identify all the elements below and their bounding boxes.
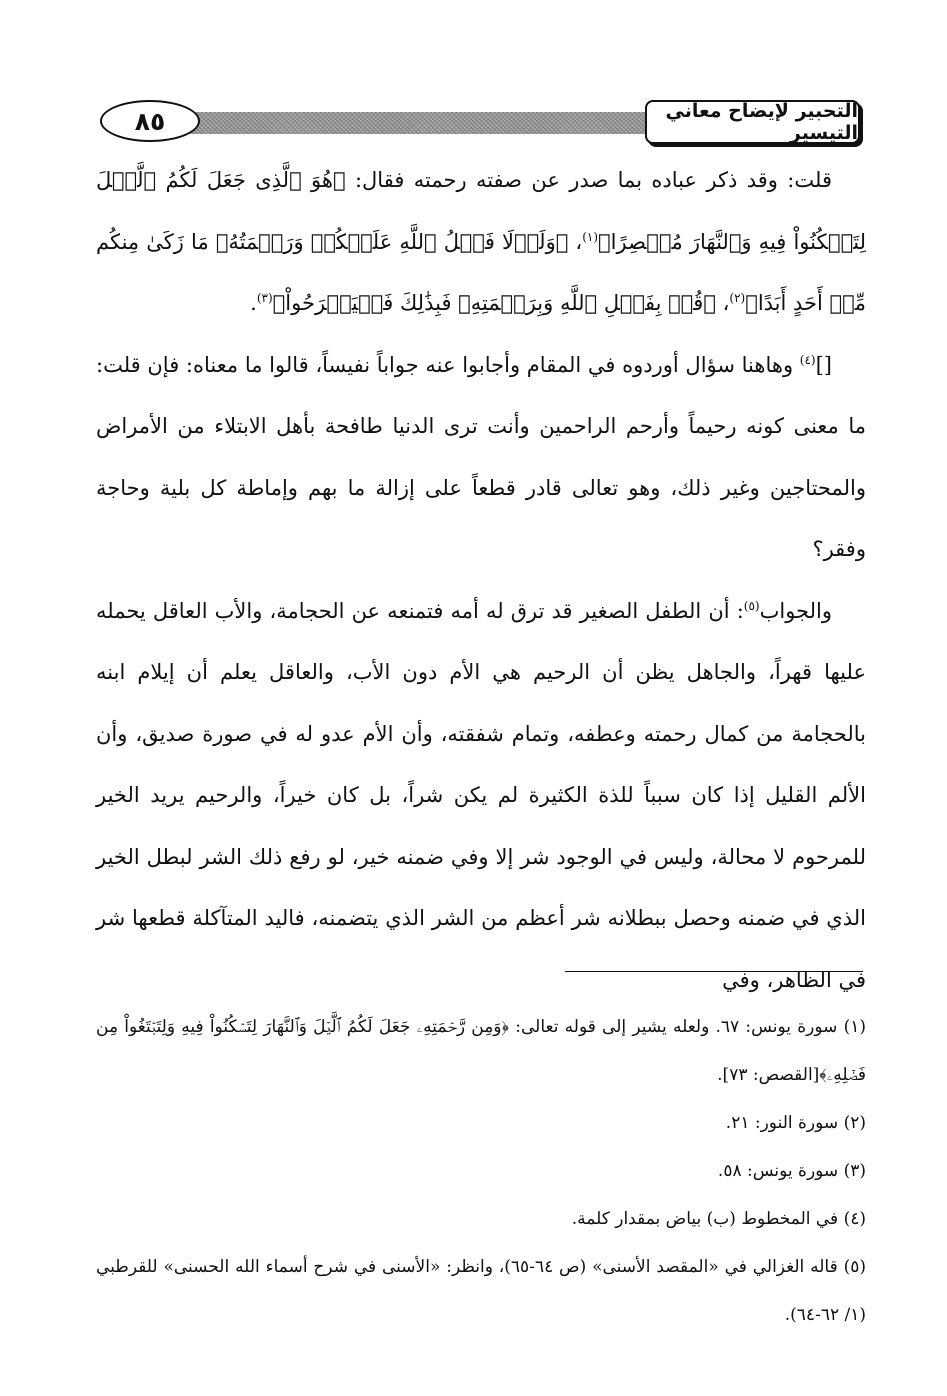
footnote-separator [565,971,863,972]
footnotes [96,1003,866,1339]
main-text [96,150,866,1011]
paragraph-1 [96,150,866,335]
paragraph-2-text: وهاهنا سؤال أوردوه في المقام وأجابوا عنه جواباً نفيساً، قالوا ما معناه: فإن قلت: ما معنى كونه رحيماً وأرحم الراحمين وأنت ترى الدنيا طافحة بأهل الابتلاء من الأمراض والمحتاجين وغير ذلك، وهو تعالى قادر قطعاً على إزالة ما بهم وإماطة كل بلية وحاجة وفقر؟ [96,352,866,561]
footnote-1: (١) سورة يونس: ٦٧. ولعله يشير إلى قوله تعالى: ﴿وَمِن رَّحۡمَتِهِۦ جَعَلَ لَكُمُ ٱلَّيۡلَ وَٱلنَّهَارَ لِتَسۡكُنُواْ فِيهِ وَلِتَبۡتَغُواْ مِن فَضۡلِهِۦ﴾[القصص: ٧٣]. [96,1017,866,1085]
footnote-ref-5: (٥) [743,598,760,613]
footnote-ref-2: (٢) [729,291,746,305]
page-number: ٨٥ [100,100,200,142]
paragraph-3-lead: والجواب [759,598,832,623]
header-decorative-bar [180,112,650,134]
paragraph-2-bracket: [] [815,352,832,377]
book-title: التحبير لإيضاح معاني التيسير [645,100,860,144]
paragraph-1-text-b: ، ﴿وَلَوۡلَا فَضۡلُ ٱللَّهِ عَلَيۡكُمۡ وَرَحۡمَتُهُۥ مَا زَكَىٰ مِنكُم مِّنۡ أَحَدٍ أَبَدًا﴾ [96,229,866,315]
paragraph-3 [96,581,866,1012]
paragraph-1-end: . [250,291,257,315]
paragraph-2 [96,335,866,581]
paragraph-1-text-c: ، ﴿قُلۡ بِفَضۡلِ ٱللَّهِ وَبِرَحۡمَتِهِۦ فَبِذَٰلِكَ فَلۡيَفۡرَحُواْ﴾ [272,291,730,315]
paragraph-3-text: : أن الطفل الصغير قد ترق له أمه فتمنعه عن الحجامة، والأب العاقل يحمله عليها قهراً، والجاهل يظن أن الرحيم هي الأم دون الأب، والعاقل يعلم أن إيلام ابنه بالحجامة من كمال رحمته وعطفه، وتمام شفقته، وأن الأم عدو له في صورة صديق، وأن الألم القليل إذا كان سبباً للذة الكثيرة لم يكن شراً، بل كان خيراً، والرحيم يريد الخير للمرحوم لا محالة، وليس في الوجود شر إلا وفي ضمنه خير، لو رفع ذلك الشر لبطل الخير الذي في ضمنه وحصل ببطلانه شر أعظم من الشر الذي يتضمنه، فاليد المتآكلة قطعها شر في الظاهر، وفي [96,598,866,992]
page-header [100,100,860,150]
footnote-ref-3: (٣) [256,291,273,305]
footnote-4: (٤) في المخطوط (ب) بياض بمقدار كلمة. [571,1209,866,1229]
footnote-ref-4: (٤) [799,352,816,367]
footnote-ref-1: (١) [582,229,599,244]
footnote-5: (٥) قاله الغزالي في «المقصد الأسنى» (ص ٦٤-٦٥)، وانظر: «الأسنى في شرح أسماء الله الحسنى» للقرطبي (١/ ٦٢-٦٤). [96,1257,867,1325]
footnote-2: (٢) سورة النور: ٢١. [725,1113,866,1133]
paragraph-1-text-a: قلت: وقد ذكر عباده بما صدر عن صفته رحمته فقال: ﴿هُوَ ٱلَّذِى جَعَلَ لَكُمُ ٱلَّيۡلَ لِتَسۡكُنُواْ فِيهِ وَٱلنَّهَارَ مُبۡصِرًا﴾ [96,168,866,254]
footnote-3: (٣) سورة يونس: ٥٨. [717,1161,866,1181]
